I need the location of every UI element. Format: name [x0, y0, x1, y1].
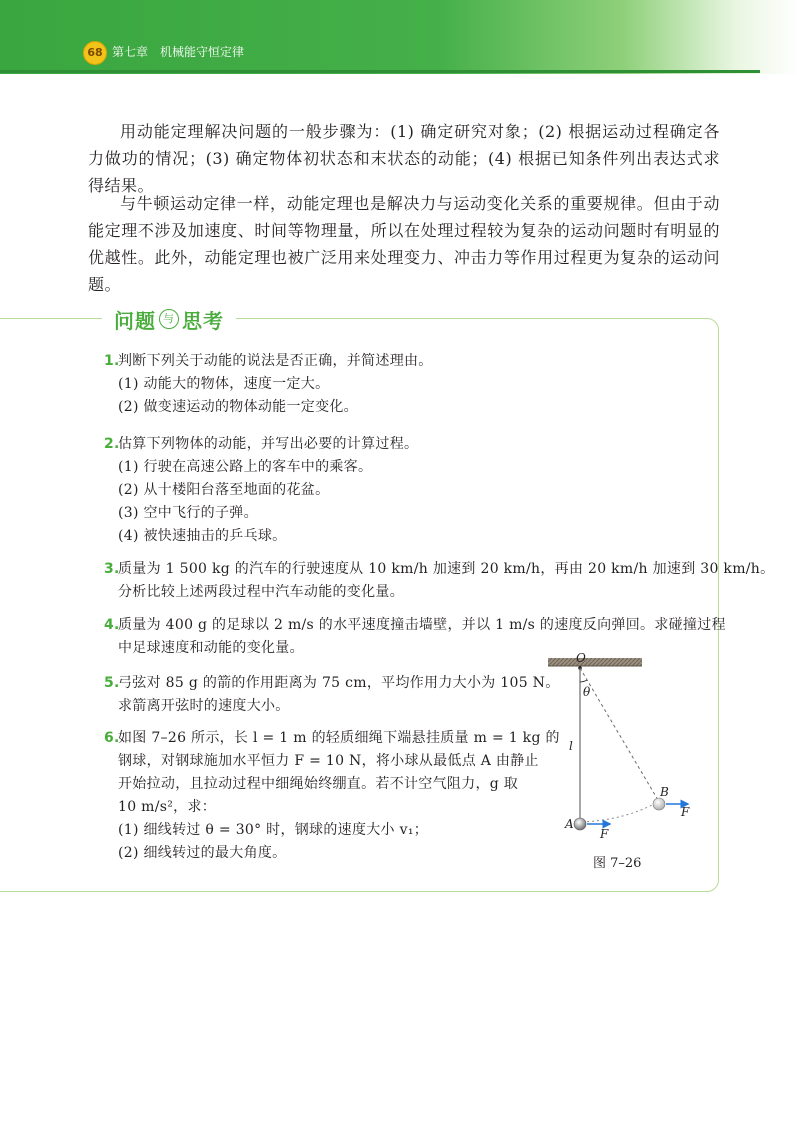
title-yu-circle: 与 — [159, 309, 179, 329]
label-A: A — [565, 817, 574, 831]
sub-item: (1) 细线转过 θ = 30° 时，钢球的速度大小 v₁； — [118, 822, 429, 838]
question-number: 4. — [104, 617, 120, 633]
question-number: 6. — [104, 730, 120, 746]
header-bar — [0, 0, 800, 74]
pendulum-figure — [540, 650, 710, 850]
question-number: 5. — [104, 675, 120, 691]
question-continuation: 10 m/s²，求： — [118, 799, 217, 815]
string-deflected — [580, 668, 658, 800]
question-text: 质量为 400 g 的足球以 2 m/s 的水平速度撞击墙壁，并以 1 m/s 的速度反向弹回。求碰撞过程 — [118, 617, 726, 633]
question-text: 质量为 1 500 kg 的汽车的行驶速度从 10 km/h 加速到 20 km/h，再由 20 km/h 加速到 30 km/h。 — [118, 561, 775, 577]
sub-item: (1) 动能大的物体，速度一定大。 — [118, 376, 330, 392]
question-1 — [104, 350, 433, 419]
page-number-badge: 68 — [83, 41, 107, 65]
question-text: 估算下列物体的动能，并写出必要的计算过程。 — [118, 436, 419, 452]
ball-A — [574, 818, 586, 830]
question-continuation: 分析比较上述两段过程中汽车动能的变化量。 — [118, 584, 404, 600]
question-continuation: 钢球，对钢球施加水平恒力 F = 10 N，将小球从最低点 A 由静止 — [118, 753, 539, 769]
sub-item: (1) 行驶在高速公路上的客车中的乘客。 — [118, 459, 373, 475]
question-text: 弓弦对 85 g 的箭的作用距离为 75 cm，平均作用力大小为 105 N。 — [118, 675, 560, 691]
angle-arc — [580, 680, 587, 682]
question-3 — [104, 558, 774, 604]
label-theta: θ — [583, 685, 591, 699]
paragraph-steps: 用动能定理解决问题的一般步骤为：(1) 确定研究对象；(2) 根据运动过程确定各力做功的情况；(3) 确定物体初状态和末状态的动能；(4) 根据已知条件列出表达式求得结果。 — [88, 122, 720, 195]
question-continuation: 开始拉动，且拉动过程中细绳始终绷直。若不计空气阻力，g 取 — [118, 776, 519, 792]
question-2 — [104, 433, 418, 548]
label-l: l — [569, 739, 573, 753]
question-number: 3. — [104, 561, 120, 577]
sub-item: (3) 空中飞行的子弹。 — [118, 505, 258, 521]
ceiling-support — [548, 658, 642, 666]
sub-item: (2) 做变速运动的物体动能一定变化。 — [118, 399, 358, 415]
ball-B — [653, 798, 665, 810]
label-B: B — [660, 785, 669, 799]
question-text: 判断下列关于动能的说法是否正确，并简述理由。 — [118, 353, 433, 369]
sub-item: (2) 从十楼阳台落至地面的花盆。 — [118, 482, 330, 498]
question-number: 2. — [104, 436, 120, 452]
label-O: O — [576, 651, 586, 665]
questions-box-header — [102, 304, 236, 334]
question-continuation: 中足球速度和动能的变化量。 — [118, 640, 304, 656]
title-sikao: 思考 — [182, 308, 224, 333]
questions-box-title — [114, 305, 224, 334]
sub-item: (4) 被快速抽击的乒乓球。 — [118, 528, 287, 544]
question-text: 如图 7–26 所示，长 l = 1 m 的轻质细绳下端悬挂质量 m = 1 kg 的 — [118, 730, 560, 746]
sub-item: (2) 细线转过的最大角度。 — [118, 845, 287, 861]
question-5 — [104, 672, 560, 718]
question-6 — [104, 727, 560, 865]
chapter-title: 第七章 机械能守恒定律 — [112, 45, 245, 59]
header-divider — [0, 70, 760, 73]
title-wenti: 问题 — [114, 308, 156, 333]
trajectory-arc — [582, 802, 658, 822]
figure-caption: 图 7–26 — [593, 856, 642, 871]
label-F-B: F — [681, 805, 690, 819]
label-F-A: F — [600, 827, 609, 841]
question-number: 1. — [104, 353, 120, 369]
paragraph-comparison: 与牛顿运动定律一样，动能定理也是解决力与运动变化关系的重要规律。但由于动能定理不涉及加速度、时间等物理量，所以在处理过程较为复杂的运动问题时有明显的优越性。此外，动能定理也被广泛用来处理变力、冲击力等作用过程更为复杂的运动问题。 — [88, 194, 720, 294]
question-continuation: 求箭离开弦时的速度大小。 — [118, 698, 290, 714]
